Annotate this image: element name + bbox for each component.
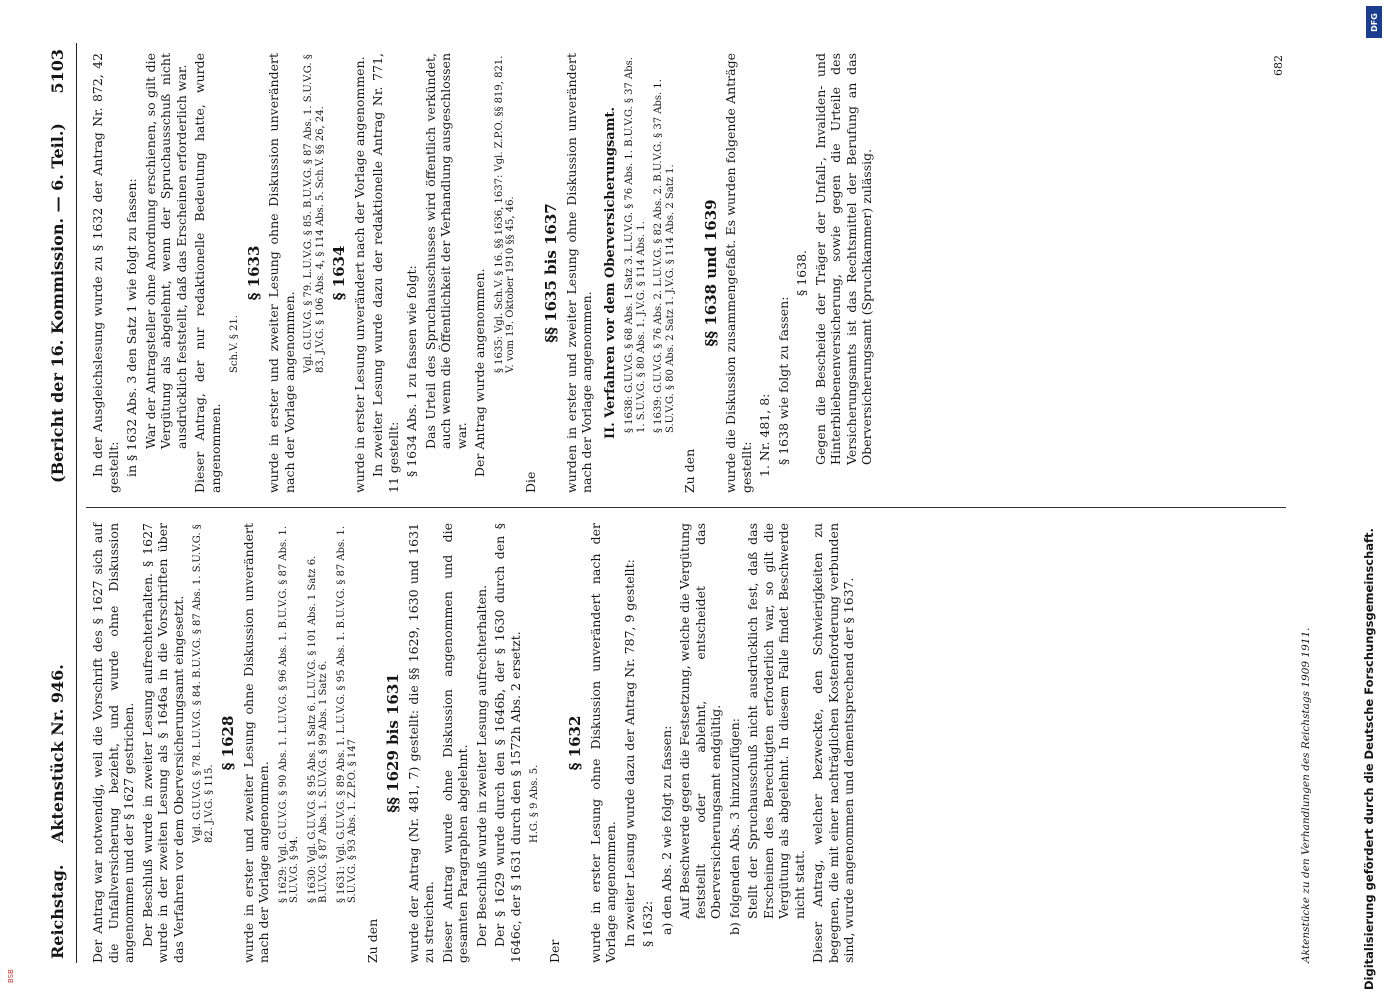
chapter-title: II. Verfahren vor dem Oberversicherungsamt.	[602, 107, 618, 440]
reference-note: Vgl. G.U.V.G. § 79. L.U.V.G. § 85. B.U.V.G. § 87 Abs. 1. S.U.V.G. § 83. J.V.G. § 106 Abs. 4, § 114 Abs. 5. Sch.V. §§ 26, 24.	[303, 54, 326, 373]
paragraph: wurde der Antrag (Nr. 481, 7) gestellt: die §§ 1629, 1630 und 1631 zu streichen.	[405, 523, 436, 963]
section-heading: § 1634	[330, 245, 348, 301]
reference-note: § 1631: Vgl. G.U.V.G. § 89 Abs. 1. L.U.V.G. § 95 Abs. 1. B.U.V.G. § 87 Abs. 1. S.U.V.G. § 93 Abs. 1. Z.P.O. § 147	[335, 525, 358, 903]
paragraph: Auf Beschwerde gegen die Festsetzung, welche die Vergütung feststellt oder ablehnt, entscheidet das Oberversicherungsamt endgültig.	[677, 523, 723, 919]
library-mark	[4, 960, 18, 1000]
page-header	[40, 43, 77, 963]
reference-note: § 1630: Vgl. G.U.V.G. § 95 Abs. 1 Satz 6. L.U.V.G. § 101 Abs. 1 Satz 6. B.U.V.G. § 87 Abs. 1. S.U.V.G. § 99 Abs. 1 Satz 6.	[306, 555, 329, 903]
paragraph: Zu den	[364, 918, 380, 963]
paragraph: War der Antragsteller ohne Anordnung erschienen, so gilt die Vergütung als abgelehnt, wenn der Spruchausschuß nicht ausdrücklich feststellt, daß das Erscheinen erforderlich war.	[142, 53, 189, 449]
page-code: 682	[1272, 55, 1285, 76]
paragraph: a) den Abs. 2 wie folgt zu fassen:	[658, 725, 674, 935]
paragraph: wurde in erster Lesung unverändert nach der Vorlage angenommen.	[351, 56, 367, 493]
header-left: Reichstag.	[48, 864, 67, 959]
dfg-logo-text: DFG	[1369, 12, 1379, 32]
paragraph: § 1638 wie folgt zu fassen:	[775, 296, 791, 465]
reference-note: Sch.V. § 21.	[229, 315, 240, 373]
paragraph: Stellt der Spruchausschuß nicht ausdrücklich fest, daß das Erscheinen des Berechtigten erforderlich war, so gilt die Vergütung als abgelehnt. In diesem Falle findet Beschwerde nicht statt.	[745, 523, 807, 919]
paragraph: Dieser Antrag, welcher bezweckte, den Schwierigkeiten zu begegnen, die mit einer nachträglichen Kostenforderung verbunden sind, wurde angenommen und dementsprechend der § 1637.	[810, 523, 856, 963]
paragraph: Der Antrag war notwendig, weil die Vorschrift des § 1627 sich auf die Unfallversicherung bezieht, und wurde ohne Diskussion angenommen und der § 1627 gestrichen.	[90, 523, 136, 963]
reference-note: § 1635: Vgl. Sch.V. § 16. §§ 1636, 1637: Vgl. Z.P.O. §§ 819, 821. V. vom 19. Oktober 1910 §§ 45, 46.	[493, 55, 516, 373]
reference-note: § 1639: G.U.V.G. § 76 Abs. 2. L.U.V.G. § 82 Abs. 2. B.U.V.G. § 37 Abs. 1. S.U.V.G. § 80 Abs. 2 Satz 1. J.V.G. § 114 Abs. 2 Satz 1.	[653, 79, 676, 433]
paragraph: in § 1632 Abs. 3 den Satz 1 wie folgt zu fassen:	[124, 178, 139, 477]
paragraph: In der Ausgleichslesung wurde zu § 1632 der Antrag Nr. 872, 42 gestellt:	[90, 53, 121, 493]
paragraph: In zweiter Lesung wurde dazu der Antrag Nr. 787, 9 gestellt:	[621, 559, 637, 947]
rotated-sheet	[40, 43, 1330, 963]
paragraph: Zu den	[682, 448, 697, 493]
paragraph: Der § 1629 wurde durch den § 1646b, der § 1630 durch den § 1646c, der § 1631 durch den § 1572h Abs. 2 ersetzt.	[492, 523, 523, 963]
paragraph: wurde die Diskussion zusammengefaßt. Es wurden folgende Anträge gestellt:	[723, 53, 754, 493]
paragraph: Der	[546, 939, 562, 963]
header-document-number: Aktenstück Nr. 946.	[48, 664, 67, 843]
paragraph: b) folgenden Abs. 3 hinzuzufügen:	[726, 718, 742, 935]
paragraph: § 1634 Abs. 1 zu fassen wie folgt:	[404, 265, 419, 477]
paragraph: § 1632:	[640, 900, 655, 947]
paragraph: wurde in erster Lesung ohne Diskussion unverändert nach der Vorlage angenommen.	[587, 523, 618, 963]
paragraph: Der Beschluß wurde in zweiter Lesung aufrechterhalten.	[473, 584, 489, 947]
paragraph: wurde in erster und zweiter Lesung ohne Diskussion unverändert nach der Vorlage angenommen.	[240, 523, 271, 963]
paragraph: 1. Nr. 481, 8:	[757, 393, 772, 477]
library-mark-text: BSB	[7, 969, 15, 983]
paragraph: Gegen die Bescheide der Träger der Unfall-, Invaliden- und Hinterbliebenenversicherung, sowie gegen die Urteile des Versicherungsamts ist das Rechtsmittel der Berufung an das Oberversicherungsamt (Spruchkammer) zulässig.	[812, 53, 874, 465]
column-divider	[86, 507, 1286, 508]
right-column	[90, 53, 1320, 493]
paragraph: Dieser Antrag wurde ohne Diskussion angenommen und die gesamten Paragraphen abgelehnt.	[439, 523, 470, 963]
section-heading: §§ 1635 bis 1637	[542, 203, 560, 343]
section-heading: § 1633	[244, 245, 263, 301]
reference-note: Vgl. G.U.V.G. § 78. L.U.V.G. § 84. B.U.V.G. § 87 Abs. 1. S.U.V.G. § 82. J.V.G. § 115.	[192, 524, 215, 843]
section-heading: § 1628	[219, 715, 237, 771]
reference-note: H.G. § 9 Abs. 5.	[529, 764, 540, 843]
paragraph: wurde in erster und zweiter Lesung ohne Diskussion unverändert nach der Vorlage angenommen.	[266, 53, 297, 493]
dfg-logo	[1366, 6, 1382, 38]
digitization-credit: Digitalisierung gefördert durch die Deutsche Forschungsgemeinschaft.	[1362, 528, 1376, 990]
section-heading: § 1632	[566, 715, 584, 771]
paragraph: § 1638.	[794, 250, 809, 297]
paragraph: Der Beschluß wurde in zweiter Lesung aufrechterhalten. § 1627 wurde in der zweiten Lesung als § 1646a in die Vorschriften über das Verfahren vor dem Oberversicherungsamt eingesetzt.	[139, 523, 186, 963]
page-footer: Aktenstücke zu den Verhandlungen des Reichstags 1909 1911.	[1300, 627, 1312, 963]
paragraph: wurden in erster und zweiter Lesung ohne Diskussion unverändert nach der Vorlage angenommen.	[563, 53, 594, 493]
paragraph: Die	[522, 471, 538, 493]
reference-note: § 1629: Vgl. G.U.V.G. § 90 Abs. 1. L.U.V.G. § 96 Abs. 1. B.U.V.G. § 87 Abs. 1. S.U.V.G. § 94.	[277, 525, 300, 903]
header-report-title: (Bericht der 16. Kommission. — 6. Teil.)	[48, 123, 67, 483]
header-page-number: 5103	[48, 49, 67, 94]
paragraph: Der Antrag wurde angenommen.	[472, 268, 487, 477]
paragraph: In zweiter Lesung wurde dazu der redaktionelle Antrag Nr. 771, 11 gestellt:	[370, 53, 401, 493]
section-heading: §§ 1638 und 1639	[701, 199, 720, 347]
reference-note: § 1638: G.U.V.G. § 68 Abs. 1 Satz 3. L.U.V.G. § 76 Abs. 1. B.U.V.G. § 37 Abs. 1. S.U.V.G. § 80 Abs. 1. J.V.G. § 114 Abs. 1.	[624, 57, 647, 433]
paragraph: Das Urteil des Spruchausschusses wird öffentlich verkündet, auch wenn die Öffentlichkeit der Verhandlung ausgeschlossen war.	[422, 53, 469, 449]
paragraph: Dieser Antrag, der nur redaktionelle Bedeutung hatte, wurde angenommen.	[192, 53, 223, 493]
left-column	[90, 523, 1320, 963]
section-heading: §§ 1629 bis 1631	[384, 673, 402, 813]
